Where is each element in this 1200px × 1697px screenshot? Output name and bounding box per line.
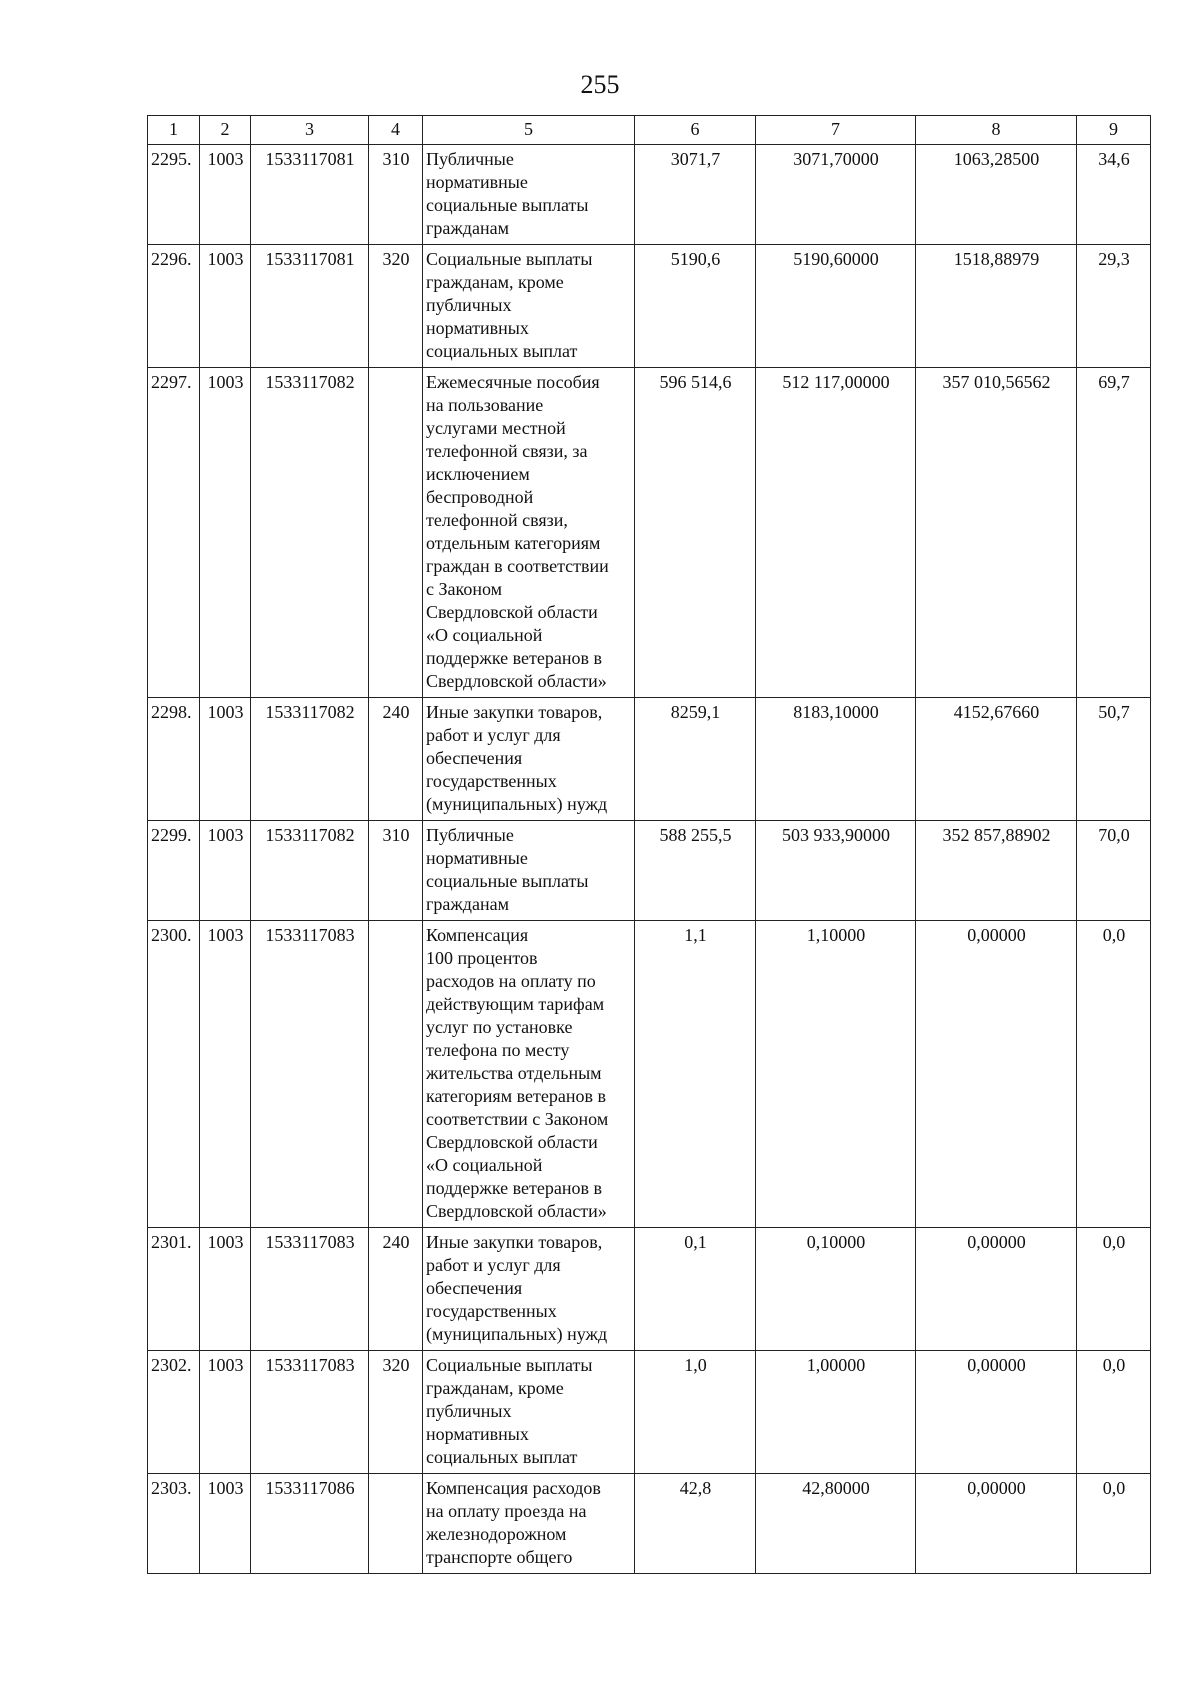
section-code-cell: 1003 bbox=[200, 1474, 251, 1574]
description-line: телефонной связи, за bbox=[426, 441, 588, 461]
description-line: публичных bbox=[426, 1401, 512, 1421]
description-line: нормативных bbox=[426, 318, 529, 338]
description-line: социальных выплат bbox=[426, 341, 578, 361]
description-line: расходов на оплату по bbox=[426, 971, 596, 991]
row-number-cell: 2302. bbox=[148, 1351, 200, 1474]
table-row bbox=[148, 1228, 1151, 1351]
header-cell-1: 1 bbox=[148, 116, 200, 145]
description-line: Компенсация bbox=[426, 925, 529, 945]
column-7-value-cell: 1,10000 bbox=[756, 921, 916, 1228]
description-line: телефонной связи, bbox=[426, 510, 568, 530]
table-row bbox=[148, 1351, 1151, 1474]
header-row bbox=[148, 116, 1151, 145]
column-6-value-cell: 596 514,6 bbox=[635, 368, 756, 698]
section-code-cell: 1003 bbox=[200, 921, 251, 1228]
column-6-value-cell: 0,1 bbox=[635, 1228, 756, 1351]
article-code-cell: 1533117082 bbox=[251, 368, 369, 698]
column-6-value-cell: 42,8 bbox=[635, 1474, 756, 1574]
section-code-cell: 1003 bbox=[200, 821, 251, 921]
expense-type-cell: 240 bbox=[369, 1228, 423, 1351]
header-cell-4: 4 bbox=[369, 116, 423, 145]
page-number: 255 bbox=[580, 70, 620, 99]
article-code-cell: 1533117083 bbox=[251, 921, 369, 1228]
description-line: исключением bbox=[426, 464, 530, 484]
column-8-value-cell: 4152,67660 bbox=[916, 698, 1077, 821]
description-line: транспорте общего bbox=[426, 1547, 573, 1567]
article-code-cell: 1533117082 bbox=[251, 821, 369, 921]
column-7-value-cell: 0,10000 bbox=[756, 1228, 916, 1351]
description-line: социальных выплат bbox=[426, 1447, 578, 1467]
description-line: государственных bbox=[426, 771, 557, 791]
description-line: (муниципальных) нужд bbox=[426, 794, 608, 814]
description-line: поддержке ветеранов в bbox=[426, 1178, 603, 1198]
description-line: нормативные bbox=[426, 172, 528, 192]
column-8-value-cell: 1518,88979 bbox=[916, 245, 1077, 368]
description-line: действующим тарифам bbox=[426, 994, 605, 1014]
table-row bbox=[148, 1474, 1151, 1574]
description-line: Социальные выплаты bbox=[426, 1355, 593, 1375]
description-line: Свердловской области bbox=[426, 1132, 598, 1152]
column-7-value-cell: 1,00000 bbox=[756, 1351, 916, 1474]
section-code-cell: 1003 bbox=[200, 698, 251, 821]
section-code-cell: 1003 bbox=[200, 1351, 251, 1474]
column-7-value-cell: 512 117,00000 bbox=[756, 368, 916, 698]
column-6-value-cell: 1,1 bbox=[635, 921, 756, 1228]
description-line: работ и услуг для bbox=[426, 725, 561, 745]
article-code-cell: 1533117083 bbox=[251, 1228, 369, 1351]
description-line: «О социальной bbox=[426, 1155, 543, 1175]
column-8-value-cell: 0,00000 bbox=[916, 1228, 1077, 1351]
description-line: отдельным категориям bbox=[426, 533, 601, 553]
description-line: категориям ветеранов в bbox=[426, 1086, 606, 1106]
column-6-value-cell: 1,0 bbox=[635, 1351, 756, 1474]
description-line: работ и услуг для bbox=[426, 1255, 561, 1275]
column-9-value-cell: 0,0 bbox=[1077, 1351, 1151, 1474]
column-6-value-cell: 3071,7 bbox=[635, 145, 756, 245]
table-row bbox=[148, 921, 1151, 1228]
row-number-cell: 2297. bbox=[148, 368, 200, 698]
section-code-cell: 1003 bbox=[200, 145, 251, 245]
column-8-value-cell: 0,00000 bbox=[916, 1351, 1077, 1474]
expense-type-cell: 320 bbox=[369, 1351, 423, 1474]
expense-type-cell: 240 bbox=[369, 698, 423, 821]
description-line: граждан в соответствии bbox=[426, 556, 609, 576]
table-row bbox=[148, 698, 1151, 821]
description-line: на оплату проезда на bbox=[426, 1501, 587, 1521]
article-code-cell: 1533117081 bbox=[251, 145, 369, 245]
column-6-value-cell: 5190,6 bbox=[635, 245, 756, 368]
description-cell bbox=[423, 1351, 635, 1474]
description-line: Публичные bbox=[426, 149, 514, 169]
description-line: услуг по установке bbox=[426, 1017, 573, 1037]
row-number-cell: 2301. bbox=[148, 1228, 200, 1351]
expense-type-cell: 310 bbox=[369, 821, 423, 921]
description-cell bbox=[423, 245, 635, 368]
expense-type-cell bbox=[369, 921, 423, 1228]
description-line: услугами местной bbox=[426, 418, 566, 438]
column-8-value-cell: 0,00000 bbox=[916, 921, 1077, 1228]
description-cell bbox=[423, 921, 635, 1228]
column-7-value-cell: 503 933,90000 bbox=[756, 821, 916, 921]
column-7-value-cell: 3071,70000 bbox=[756, 145, 916, 245]
row-number-cell: 2295. bbox=[148, 145, 200, 245]
description-line: гражданам bbox=[426, 218, 509, 238]
article-code-cell: 1533117086 bbox=[251, 1474, 369, 1574]
expense-type-cell: 310 bbox=[369, 145, 423, 245]
column-9-value-cell: 0,0 bbox=[1077, 1228, 1151, 1351]
description-line: соответствии с Законом bbox=[426, 1109, 609, 1129]
description-line: беспроводной bbox=[426, 487, 534, 507]
column-7-value-cell: 42,80000 bbox=[756, 1474, 916, 1574]
expense-type-cell: 320 bbox=[369, 245, 423, 368]
table-row bbox=[148, 245, 1151, 368]
row-number-cell: 2299. bbox=[148, 821, 200, 921]
description-line: Иные закупки товаров, bbox=[426, 702, 603, 722]
column-9-value-cell: 69,7 bbox=[1077, 368, 1151, 698]
article-code-cell: 1533117083 bbox=[251, 1351, 369, 1474]
description-cell bbox=[423, 145, 635, 245]
description-line: Иные закупки товаров, bbox=[426, 1232, 603, 1252]
column-7-value-cell: 5190,60000 bbox=[756, 245, 916, 368]
row-number-cell: 2298. bbox=[148, 698, 200, 821]
description-line: поддержке ветеранов в bbox=[426, 648, 603, 668]
description-line: обеспечения bbox=[426, 748, 523, 768]
column-9-value-cell: 70,0 bbox=[1077, 821, 1151, 921]
column-8-value-cell: 1063,28500 bbox=[916, 145, 1077, 245]
header-cell-5: 5 bbox=[423, 116, 635, 145]
column-9-value-cell: 0,0 bbox=[1077, 1474, 1151, 1574]
section-code-cell: 1003 bbox=[200, 368, 251, 698]
column-8-value-cell: 357 010,56562 bbox=[916, 368, 1077, 698]
table-row bbox=[148, 368, 1151, 698]
description-line: публичных bbox=[426, 295, 512, 315]
table-row bbox=[148, 145, 1151, 245]
description-line: на пользование bbox=[426, 395, 544, 415]
description-line: Свердловской области» bbox=[426, 671, 607, 691]
budget-table bbox=[147, 115, 1151, 1574]
header-cell-9: 9 bbox=[1077, 116, 1151, 145]
description-cell bbox=[423, 368, 635, 698]
description-cell bbox=[423, 698, 635, 821]
description-line: нормативных bbox=[426, 1424, 529, 1444]
description-line: обеспечения bbox=[426, 1278, 523, 1298]
section-code-cell: 1003 bbox=[200, 1228, 251, 1351]
description-line: гражданам bbox=[426, 894, 509, 914]
table-row bbox=[148, 821, 1151, 921]
section-code-cell: 1003 bbox=[200, 245, 251, 368]
expense-type-cell bbox=[369, 1474, 423, 1574]
description-cell bbox=[423, 1474, 635, 1574]
column-9-value-cell: 0,0 bbox=[1077, 921, 1151, 1228]
expense-type-cell bbox=[369, 368, 423, 698]
row-number-cell: 2300. bbox=[148, 921, 200, 1228]
description-line: Публичные bbox=[426, 825, 514, 845]
column-9-value-cell: 29,3 bbox=[1077, 245, 1151, 368]
row-number-cell: 2296. bbox=[148, 245, 200, 368]
description-cell bbox=[423, 1228, 635, 1351]
column-8-value-cell: 0,00000 bbox=[916, 1474, 1077, 1574]
column-6-value-cell: 8259,1 bbox=[635, 698, 756, 821]
column-6-value-cell: 588 255,5 bbox=[635, 821, 756, 921]
column-8-value-cell: 352 857,88902 bbox=[916, 821, 1077, 921]
row-number-cell: 2303. bbox=[148, 1474, 200, 1574]
header-cell-7: 7 bbox=[756, 116, 916, 145]
description-line: Свердловской области bbox=[426, 602, 598, 622]
description-line: (муниципальных) нужд bbox=[426, 1324, 608, 1344]
header-cell-6: 6 bbox=[635, 116, 756, 145]
description-line: железнодорожном bbox=[426, 1524, 567, 1544]
header-cell-3: 3 bbox=[251, 116, 369, 145]
description-line: 100 процентов bbox=[426, 948, 538, 968]
description-line: жительства отдельным bbox=[426, 1063, 602, 1083]
column-9-value-cell: 34,6 bbox=[1077, 145, 1151, 245]
description-line: с Законом bbox=[426, 579, 503, 599]
description-cell bbox=[423, 821, 635, 921]
description-line: государственных bbox=[426, 1301, 557, 1321]
header-cell-8: 8 bbox=[916, 116, 1077, 145]
description-line: телефона по месту bbox=[426, 1040, 570, 1060]
column-9-value-cell: 50,7 bbox=[1077, 698, 1151, 821]
description-line: гражданам, кроме bbox=[426, 272, 564, 292]
column-7-value-cell: 8183,10000 bbox=[756, 698, 916, 821]
description-line: социальные выплаты bbox=[426, 871, 589, 891]
article-code-cell: 1533117082 bbox=[251, 698, 369, 821]
table-body bbox=[148, 145, 1151, 1574]
header-cell-2: 2 bbox=[200, 116, 251, 145]
description-line: Компенсация расходов bbox=[426, 1478, 601, 1498]
description-line: Свердловской области» bbox=[426, 1201, 607, 1221]
article-code-cell: 1533117081 bbox=[251, 245, 369, 368]
description-line: нормативные bbox=[426, 848, 528, 868]
description-line: Ежемесячные пособия bbox=[426, 372, 600, 392]
description-line: гражданам, кроме bbox=[426, 1378, 564, 1398]
description-line: социальные выплаты bbox=[426, 195, 589, 215]
description-line: Социальные выплаты bbox=[426, 249, 593, 269]
description-line: «О социальной bbox=[426, 625, 543, 645]
